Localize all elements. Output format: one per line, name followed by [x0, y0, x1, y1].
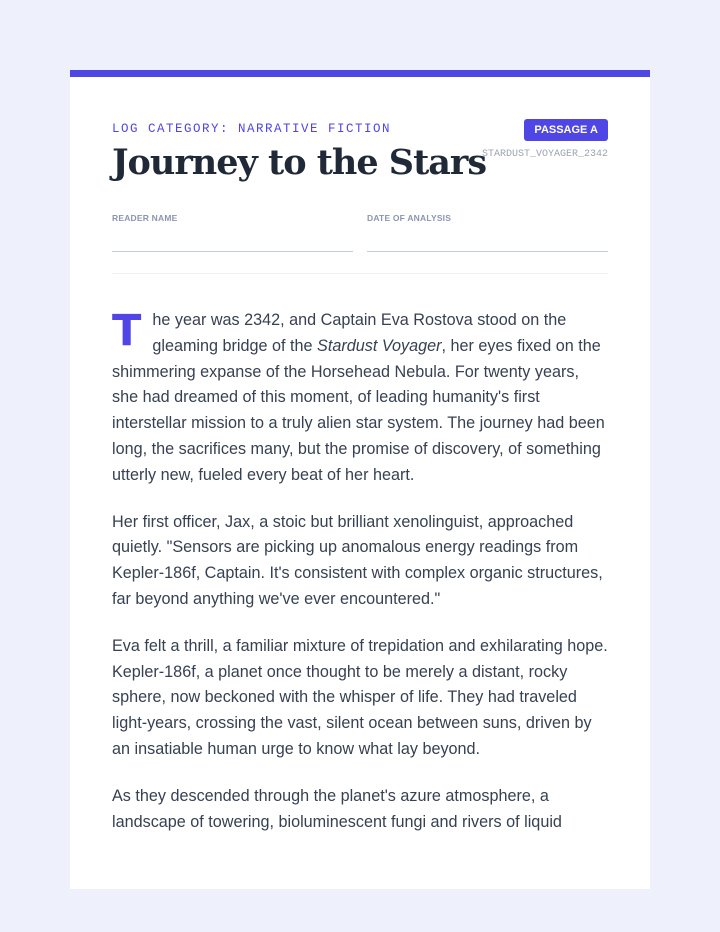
reader-name-input-line[interactable]: [112, 251, 353, 252]
reader-name-field[interactable]: [112, 213, 353, 252]
paragraph-2: Her first officer, Jax, a stoic but brilliant xenolinguist, approached quietly. "Sensors are picking up anomalous energy readings from Kepler-186f, Captain. It's consistent with complex organic structures, far beyond anything we've ever encountered.": [112, 512, 603, 608]
date-of-analysis-field[interactable]: [367, 213, 608, 252]
document-header: [70, 77, 650, 207]
ship-name: Stardust Voyager: [317, 336, 442, 355]
document-code: STARDUST_VOYAGER_2342: [481, 149, 608, 160]
reader-name-label: READER NAME: [112, 213, 178, 223]
paragraph-4: As they descended through the planet's azure atmosphere, a landscape of towering, bioluminescent fungi and rivers of liquid: [112, 786, 562, 831]
drop-cap: T: [112, 306, 142, 356]
passage-badge: PASSAGE A: [524, 119, 608, 141]
passage-body: [70, 274, 650, 835]
paragraph-3: Eva felt a thrill, a familiar mixture of trepidation and exhilarating hope. Kepler-186f, a planet once thought to be merely a distant, rocky sphere, now beckoned with the whisper of life. They had traveled light-years, crossing the vast, silent ocean between suns, driven by an insatiable human urge to know what lay beyond.: [112, 636, 608, 758]
log-category: LOG CATEGORY: NARRATIVE FICTION: [112, 122, 392, 136]
form-fields: [70, 213, 650, 252]
date-of-analysis-input-line[interactable]: [367, 251, 608, 252]
page-title: Journey to the Stars: [112, 142, 487, 183]
date-of-analysis-label: DATE OF ANALYSIS: [367, 213, 452, 223]
document-card: [70, 70, 650, 889]
paragraph-1-text-start: he year was 2342, and Captain Eva Rostova stood on the gleaming bridge of the: [152, 311, 567, 355]
paragraph-1: [112, 308, 608, 489]
paragraph-1-text-end: , her eyes fixed on the shimmering expanse of the Horsehead Nebula. For twenty years, she had dreamed of this moment, of leading humanity's first interstellar mission to a truly alien star system. The journey had been long, the sacrifices many, but the promise of discovery, of something utterly new, fueled every beat of her heart.: [112, 336, 605, 484]
